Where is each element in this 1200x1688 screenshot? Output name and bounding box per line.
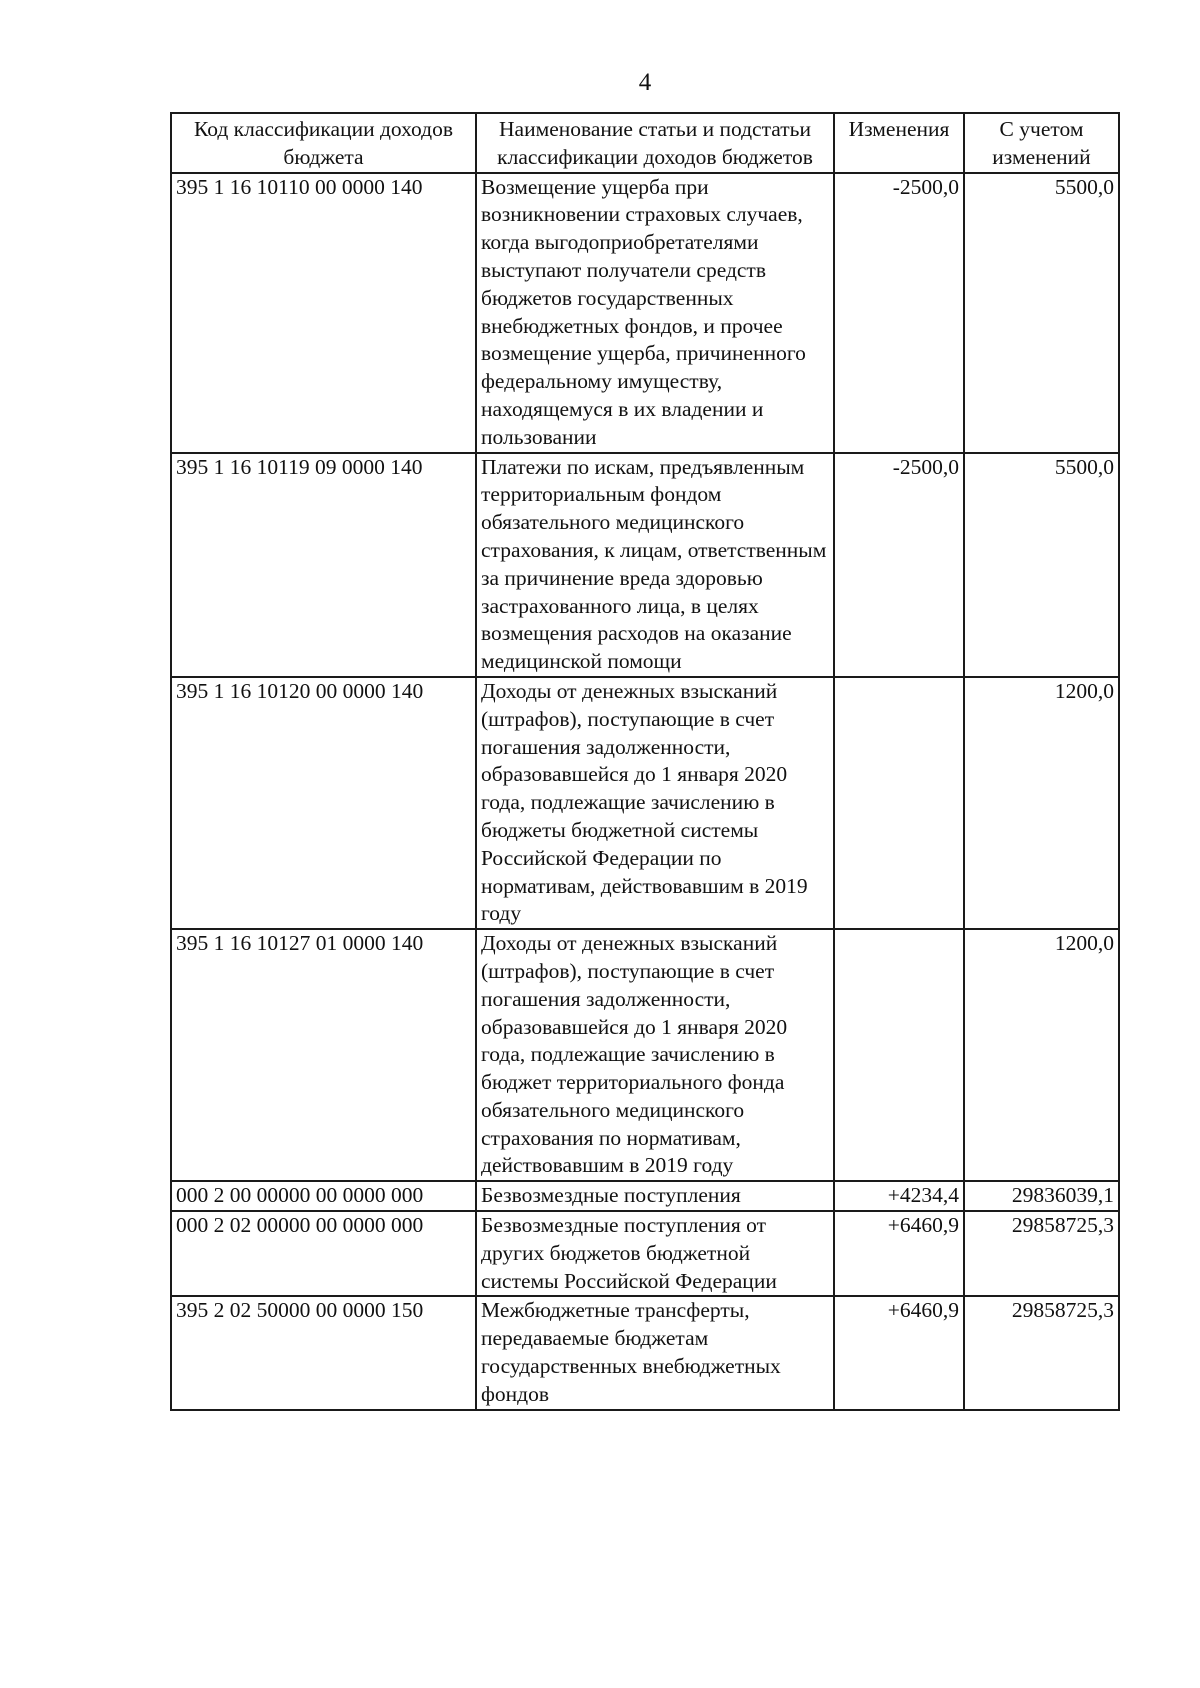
cell-total: 29858725,3 xyxy=(964,1296,1119,1409)
budget-revenue-table xyxy=(170,112,1120,1411)
header-code: Код классификации доходов бюджета xyxy=(171,113,476,173)
cell-code: 395 1 16 10120 00 0000 140 xyxy=(171,677,476,929)
cell-change: +4234,4 xyxy=(834,1181,964,1211)
table-header-row xyxy=(171,113,1119,173)
table-row xyxy=(171,677,1119,929)
table-row xyxy=(171,453,1119,677)
cell-name: Межбюджетные трансферты, передаваемые бюджетам государственных внебюджетных фондов xyxy=(476,1296,834,1409)
cell-name: Доходы от денежных взысканий (штрафов), поступающие в счет погашения задолженности, образовавшейся до 1 января 2020 года, подлежащие зачислению в бюджет территориального фонда обязательного медицинского страхования по нормативам, действовавшим в 2019 году xyxy=(476,929,834,1181)
cell-total: 29836039,1 xyxy=(964,1181,1119,1211)
cell-change: +6460,9 xyxy=(834,1211,964,1296)
cell-code: 395 1 16 10119 09 0000 140 xyxy=(171,453,476,677)
page-number: 4 xyxy=(638,69,652,96)
cell-total: 5500,0 xyxy=(964,453,1119,677)
cell-code: 000 2 00 00000 00 0000 000 xyxy=(171,1181,476,1211)
cell-change: -2500,0 xyxy=(834,173,964,453)
header-change: Изменения xyxy=(834,113,964,173)
header-total: С учетом изменений xyxy=(964,113,1119,173)
cell-name: Доходы от денежных взысканий (штрафов), поступающие в счет погашения задолженности, образовавшейся до 1 января 2020 года, подлежащие зачислению в бюджеты бюджетной системы Российской Федерации по нормативам, действовавшим в 2019 году xyxy=(476,677,834,929)
cell-name: Безвозмездные поступления от других бюджетов бюджетной системы Российской Федерации xyxy=(476,1211,834,1296)
cell-total: 29858725,3 xyxy=(964,1211,1119,1296)
cell-code: 000 2 02 00000 00 0000 000 xyxy=(171,1211,476,1296)
cell-name: Возмещение ущерба при возникновении страховых случаев, когда выгодоприобретателями выступают получатели средств бюджетов государственных внебюджетных фондов, и прочее возмещение ущерба, причиненного федеральному имуществу, находящемуся в их владении и пользовании xyxy=(476,173,834,453)
cell-change: +6460,9 xyxy=(834,1296,964,1409)
table-row xyxy=(171,1181,1119,1211)
cell-change: -2500,0 xyxy=(834,453,964,677)
cell-code: 395 1 16 10127 01 0000 140 xyxy=(171,929,476,1181)
table-row xyxy=(171,1211,1119,1296)
cell-name: Платежи по искам, предъявленным территориальным фондом обязательного медицинского страхования, к лицам, ответственным за причинение вреда здоровью застрахованного лица, в целях возмещения расходов на оказание медицинской помощи xyxy=(476,453,834,677)
cell-code: 395 2 02 50000 00 0000 150 xyxy=(171,1296,476,1409)
cell-change xyxy=(834,929,964,1181)
header-name: Наименование статьи и подстатьи классификации доходов бюджетов xyxy=(476,113,834,173)
cell-code: 395 1 16 10110 00 0000 140 xyxy=(171,173,476,453)
table-row xyxy=(171,929,1119,1181)
cell-name: Безвозмездные поступления xyxy=(476,1181,834,1211)
cell-total: 1200,0 xyxy=(964,929,1119,1181)
cell-change xyxy=(834,677,964,929)
cell-total: 5500,0 xyxy=(964,173,1119,453)
table-row xyxy=(171,173,1119,453)
table-row xyxy=(171,1296,1119,1409)
cell-total: 1200,0 xyxy=(964,677,1119,929)
